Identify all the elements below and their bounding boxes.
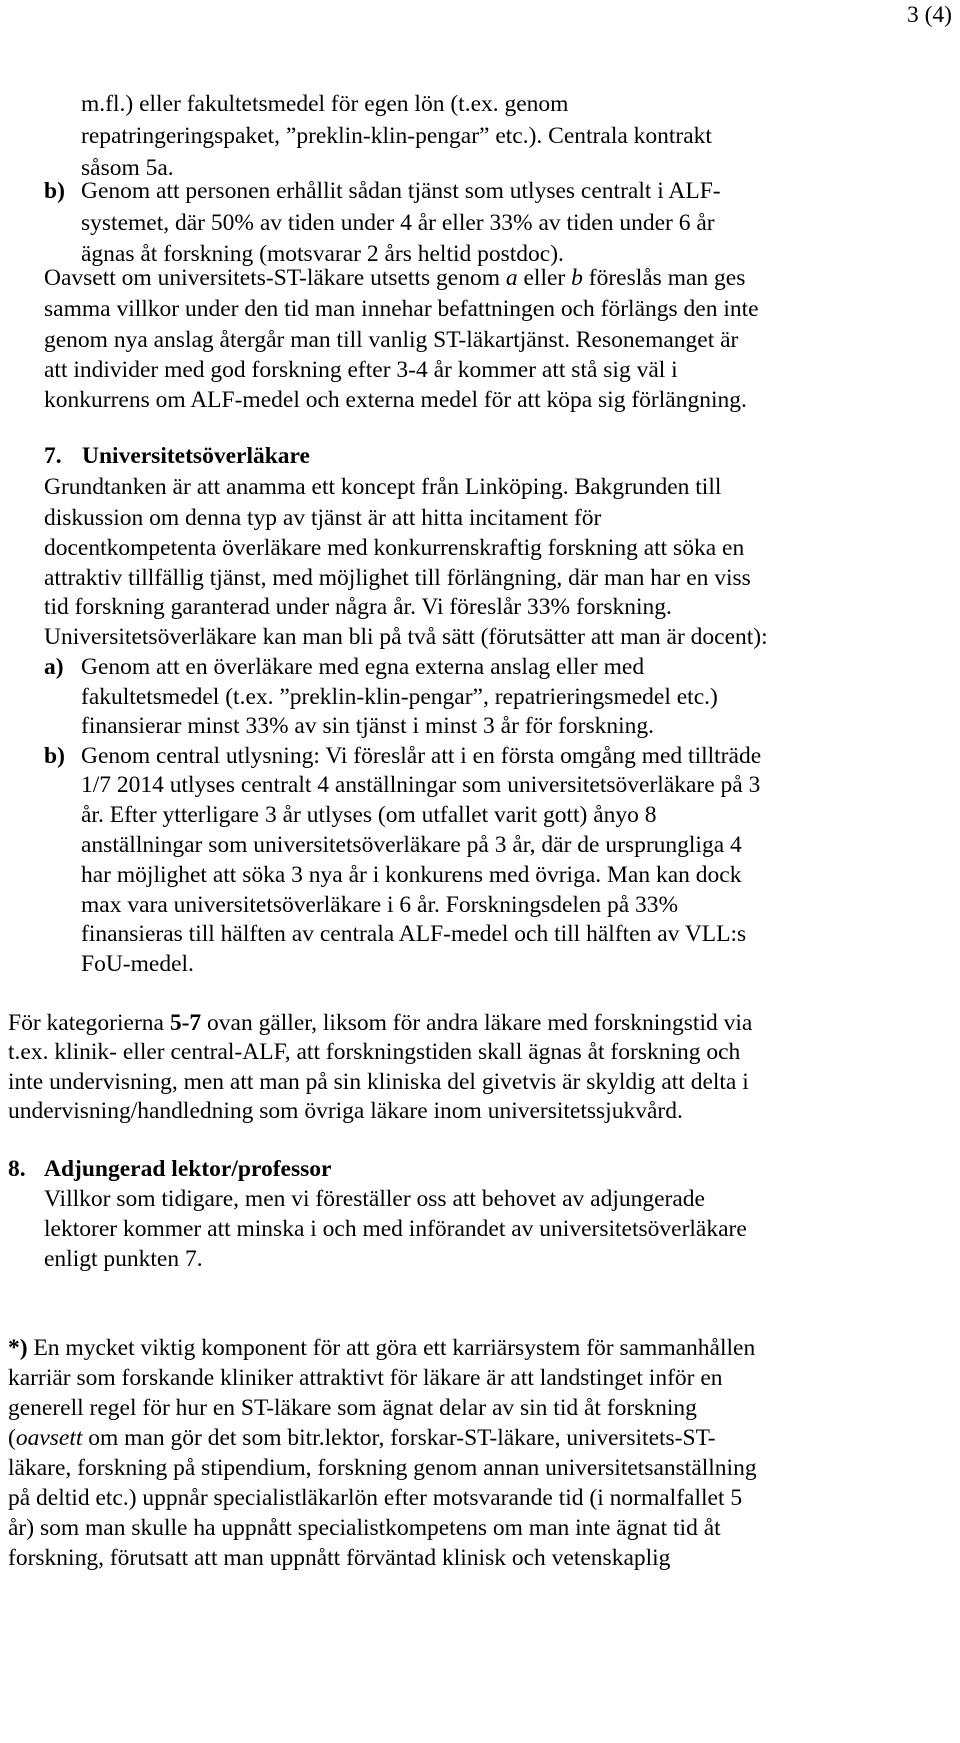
text-line: har möjlighet att söka 3 nya år i konkurens med övriga. Man kan dock [81, 862, 742, 888]
text-line: Genom central utlysning: Vi föreslår att i en första omgång med tillträde [81, 743, 762, 769]
footnote-line: generell regel för hur en ST-läkare som ägnat delar av sin tid åt forskning [8, 1395, 697, 1421]
text-line: att individer med god forskning efter 3-4 år kommer att stå sig väl i [44, 357, 678, 383]
section-heading: Adjungerad lektor/professor [44, 1156, 332, 1182]
text-line: tid forskning garanterad under några år. Vi föreslår 33% forskning. [44, 594, 672, 620]
list-marker: b) [44, 178, 65, 204]
text-line: samma villkor under den tid man innehar befattningen och förlängs den inte [44, 296, 759, 322]
text-line: konkurrens om ALF-medel och externa medel för att köpa sig förlängning. [44, 387, 747, 413]
footnote-line: år) som man skulle ha uppnått specialistkompetens om man inte ägnat tid åt [8, 1515, 721, 1541]
text-line: finansieras till hälften av centrala ALF-medel och till hälften av VLL:s [81, 921, 747, 947]
text-line: Genom att en överläkare med egna externa anslag eller med [81, 654, 645, 680]
text-line: år. Efter ytterligare 3 år utlyses (om utfallet varit gott) ånyo 8 [81, 802, 657, 828]
text-line: genom nya anslag återgår man till vanlig ST-läkartjänst. Resonemanget är [44, 327, 739, 353]
text-line: finansierar minst 33% av sin tjänst i minst 3 år för forskning. [81, 713, 655, 739]
text-line: Universitetsöverläkare kan man bli på två sätt (förutsätter att man är docent): [44, 624, 768, 650]
text-line: Oavsett om universitets-ST-läkare utsetts genom a eller b föreslås man ges [44, 265, 746, 291]
text-line: diskussion om denna typ av tjänst är att hitta incitament för [44, 505, 602, 531]
text-line: såsom 5a. [81, 155, 174, 181]
list-marker: b) [44, 743, 65, 769]
text-line: t.ex. klinik- eller central-ALF, att forskningstiden skall ägnas åt forskning och [8, 1039, 741, 1065]
text-line: FoU-medel. [81, 951, 194, 977]
text-line: max vara universitetsöverläkare i 6 år. Forskningsdelen på 33% [81, 892, 679, 918]
text-line: attraktiv tillfällig tjänst, med möjlighet till förlängning, där man har en viss [44, 565, 751, 591]
text-line: m.fl.) eller fakultetsmedel för egen lön (t.ex. genom [81, 91, 569, 117]
footnote-line: forskning, förutsatt att man uppnått förväntad klinisk och vetenskaplig [8, 1545, 671, 1571]
section-number: 8. [8, 1156, 26, 1182]
section-number: 7. [44, 443, 62, 469]
text-line: undervisning/handledning som övriga läkare inom universitetssjukvård. [8, 1098, 683, 1124]
text-line: 1/7 2014 utlyses centralt 4 anställningar som universitetsöverläkare på 3 [81, 772, 761, 798]
text-line: ägnas åt forskning (motsvarar 2 års heltid postdoc). [81, 241, 564, 267]
footnote-line: *) En mycket viktig komponent för att göra ett karriärsystem för sammanhållen [8, 1335, 756, 1361]
text-line: inte undervisning, men att man på sin kliniska del givetvis är skyldig att delta i [8, 1069, 749, 1095]
footnote-line: karriär som forskande kliniker attraktivt för läkare är att landstinget inför en [8, 1365, 723, 1391]
text-line: lektorer kommer att minska i och med införandet av universitetsöverläkare [44, 1216, 747, 1242]
text-line: anställningar som universitetsöverläkare på 3 år, där de ursprungliga 4 [81, 832, 742, 858]
footnote-line: (oavsett om man gör det som bitr.lektor, forskar-ST-läkare, universitets-ST- [8, 1425, 716, 1451]
text-line: fakultetsmedel (t.ex. ”preklin-klin-pengar”, repatrieringsmedel etc.) [81, 684, 718, 710]
footnote-marker: *) [8, 1335, 28, 1361]
text-line: För kategorierna 5-7 ovan gäller, liksom för andra läkare med forskningstid via [8, 1010, 753, 1036]
page-number: 3 (4) [906, 2, 952, 28]
list-marker: a) [44, 654, 64, 680]
text-line: repatringeringspaket, ”preklin-klin-pengar” etc.). Centrala kontrakt [81, 123, 712, 149]
footnote-line: på deltid etc.) uppnår specialistläkarlön efter motsvarande tid (i normalfallet 5 [8, 1485, 743, 1511]
footnote-line: läkare, forskning på stipendium, forskning genom annan universitetsanställning [8, 1455, 757, 1481]
text-line: systemet, där 50% av tiden under 4 år eller 33% av tiden under 6 år [81, 210, 715, 236]
section-heading: Universitetsöverläkare [82, 443, 310, 469]
text-line: docentkompetenta överläkare med konkurrenskraftig forskning att söka en [44, 535, 745, 561]
text-line: Villkor som tidigare, men vi föreställer oss att behovet av adjungerade [44, 1186, 705, 1212]
text-line: Grundtanken är att anamma ett koncept från Linköping. Bakgrunden till [44, 474, 722, 500]
text-line: enligt punkten 7. [44, 1246, 203, 1272]
text-line: Genom att personen erhållit sådan tjänst som utlyses centralt i ALF- [81, 178, 721, 204]
